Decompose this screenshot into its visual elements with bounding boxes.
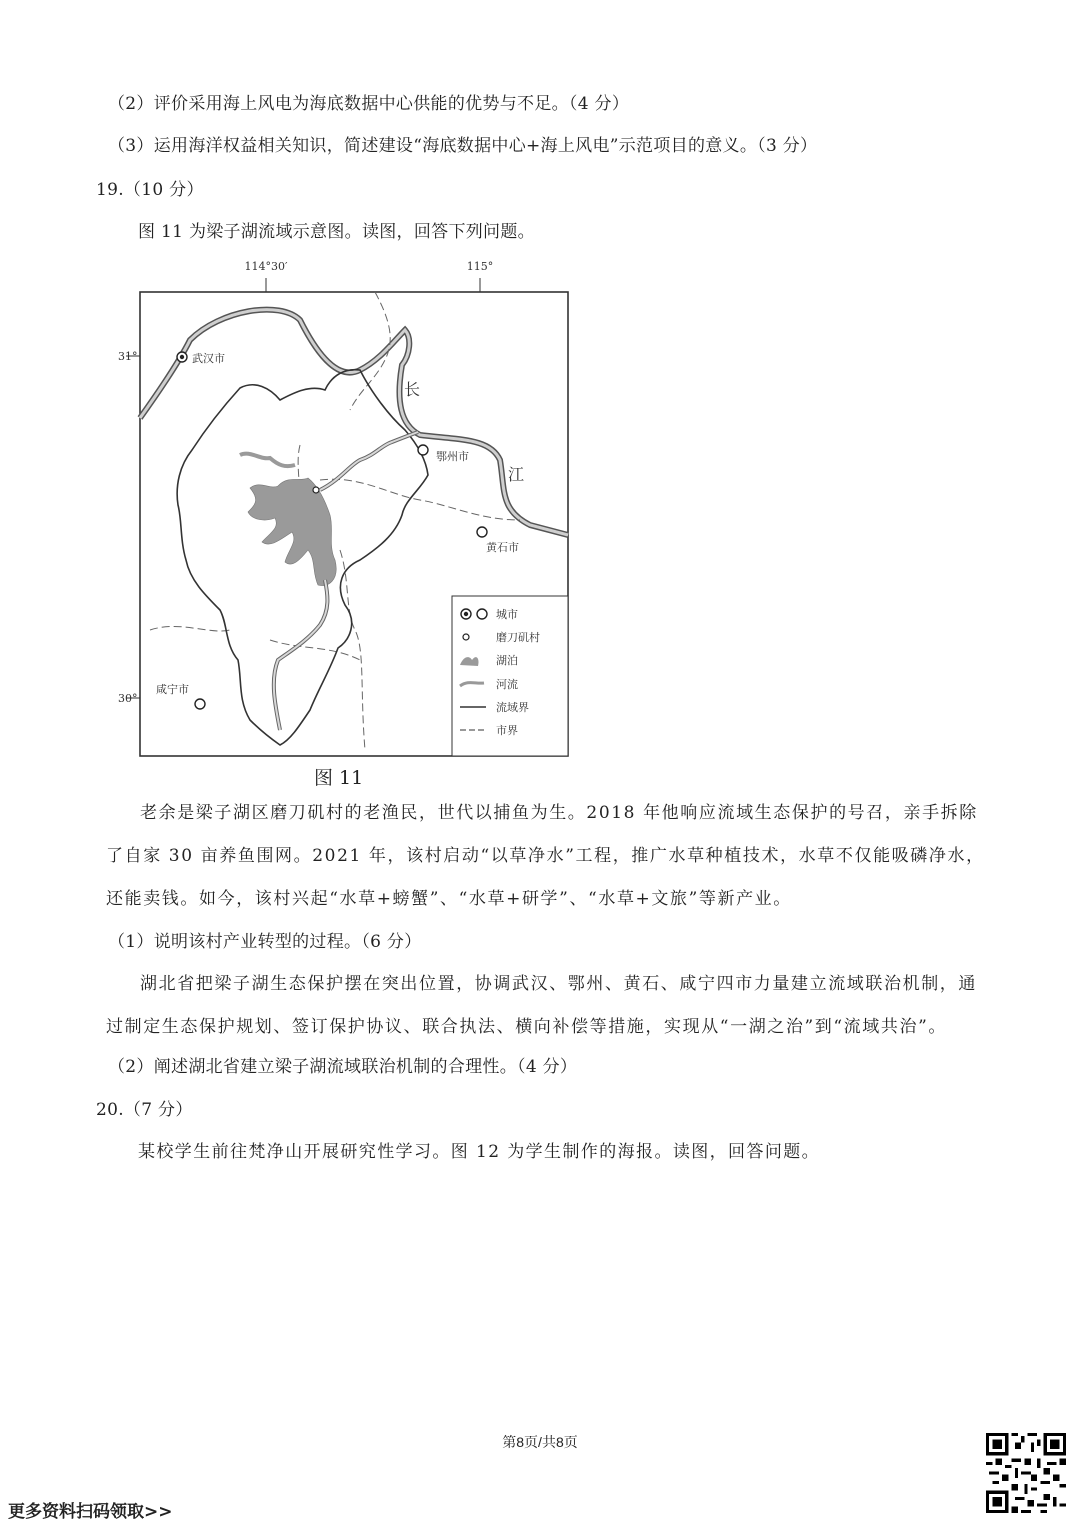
- q20-intro: 某校学生前往梵净山开展研究性学习。图 12 为学生制作的海报。读图，回答问题。: [138, 1142, 821, 1162]
- huangshi-label: 黄石市: [486, 541, 519, 554]
- river-label-jiang: 江: [508, 465, 525, 484]
- q19-header: 19.（10 分）: [96, 180, 204, 200]
- q19-sub2: （2）阐述湖北省建立梁子湖流域联治机制的合理性。（4 分）: [108, 1057, 578, 1077]
- xianning-label: 咸宁市: [156, 683, 189, 696]
- page-number: 第8页/共8页: [502, 1434, 578, 1450]
- lon-label-114-30: 114°30′: [244, 260, 288, 273]
- map-legend: [452, 596, 568, 756]
- legend-village: 磨刀矶村: [496, 631, 540, 644]
- ezhou-label: 鄂州市: [436, 450, 469, 463]
- xianning-marker: [195, 699, 205, 709]
- legend-lake: 湖泊: [496, 654, 518, 667]
- q19-intro: 图 11 为梁子湖流域示意图。读图，回答下列问题。: [138, 222, 535, 242]
- legend-basin-boundary: 流域界: [496, 701, 529, 714]
- lat-label-30: 30°: [118, 692, 138, 705]
- ezhou-marker: [418, 445, 428, 455]
- q19-passage-2: 湖北省把梁子湖生态保护摆在突出位置，协调武汉、鄂州、黄石、咸宁四市力量建立流域联治机制，通过制定生态保护规划、签订保护协议、联合执法、横向补偿等措施，实现从“一湖之治”到“流域共治”。: [106, 974, 977, 1037]
- legend-river: 河流: [496, 678, 518, 691]
- q19-passage-1: 老余是梁子湖区磨刀矶村的老渔民，世代以捕鱼为生。2018 年他响应流域生态保护的号召，亲手拆除了自家 30 亩养鱼围网。2021 年，该村启动“以草净水”工程，推广水草种植技术，水草不仅能吸磷净水，还能卖钱。如今，该村兴起“水草+螃蟹”、“水草+研学”、“水草+文旅”等新产业。: [106, 803, 985, 909]
- qr-code-icon[interactable]: [986, 1433, 1066, 1513]
- figure-caption: 图 11: [314, 767, 364, 789]
- legend-city-boundary: 市界: [496, 724, 518, 737]
- lon-label-115: 115°: [466, 260, 494, 273]
- q18-sub2: （2）评价采用海上风电为海底数据中心供能的优势与不足。（4 分）: [108, 94, 630, 114]
- wuhan-label: 武汉市: [192, 352, 225, 365]
- q18-sub3: （3）运用海洋权益相关知识，简述建设“海底数据中心+海上风电”示范项目的意义。（3 分）: [108, 136, 818, 156]
- liangzi-lake-map: [120, 250, 600, 762]
- q19-sub1: （1）说明该村产业转型的过程。（6 分）: [108, 932, 422, 952]
- legend-city: 城市: [496, 608, 518, 621]
- modaoji-village-marker: [313, 487, 319, 493]
- promo-text: 更多资料扫码领取>>: [8, 1502, 173, 1522]
- river-label-chang: 长: [404, 380, 421, 399]
- huangshi-marker: [477, 527, 487, 537]
- q20-header: 20.（7 分）: [96, 1100, 193, 1120]
- lat-label-31: 31°: [118, 350, 138, 363]
